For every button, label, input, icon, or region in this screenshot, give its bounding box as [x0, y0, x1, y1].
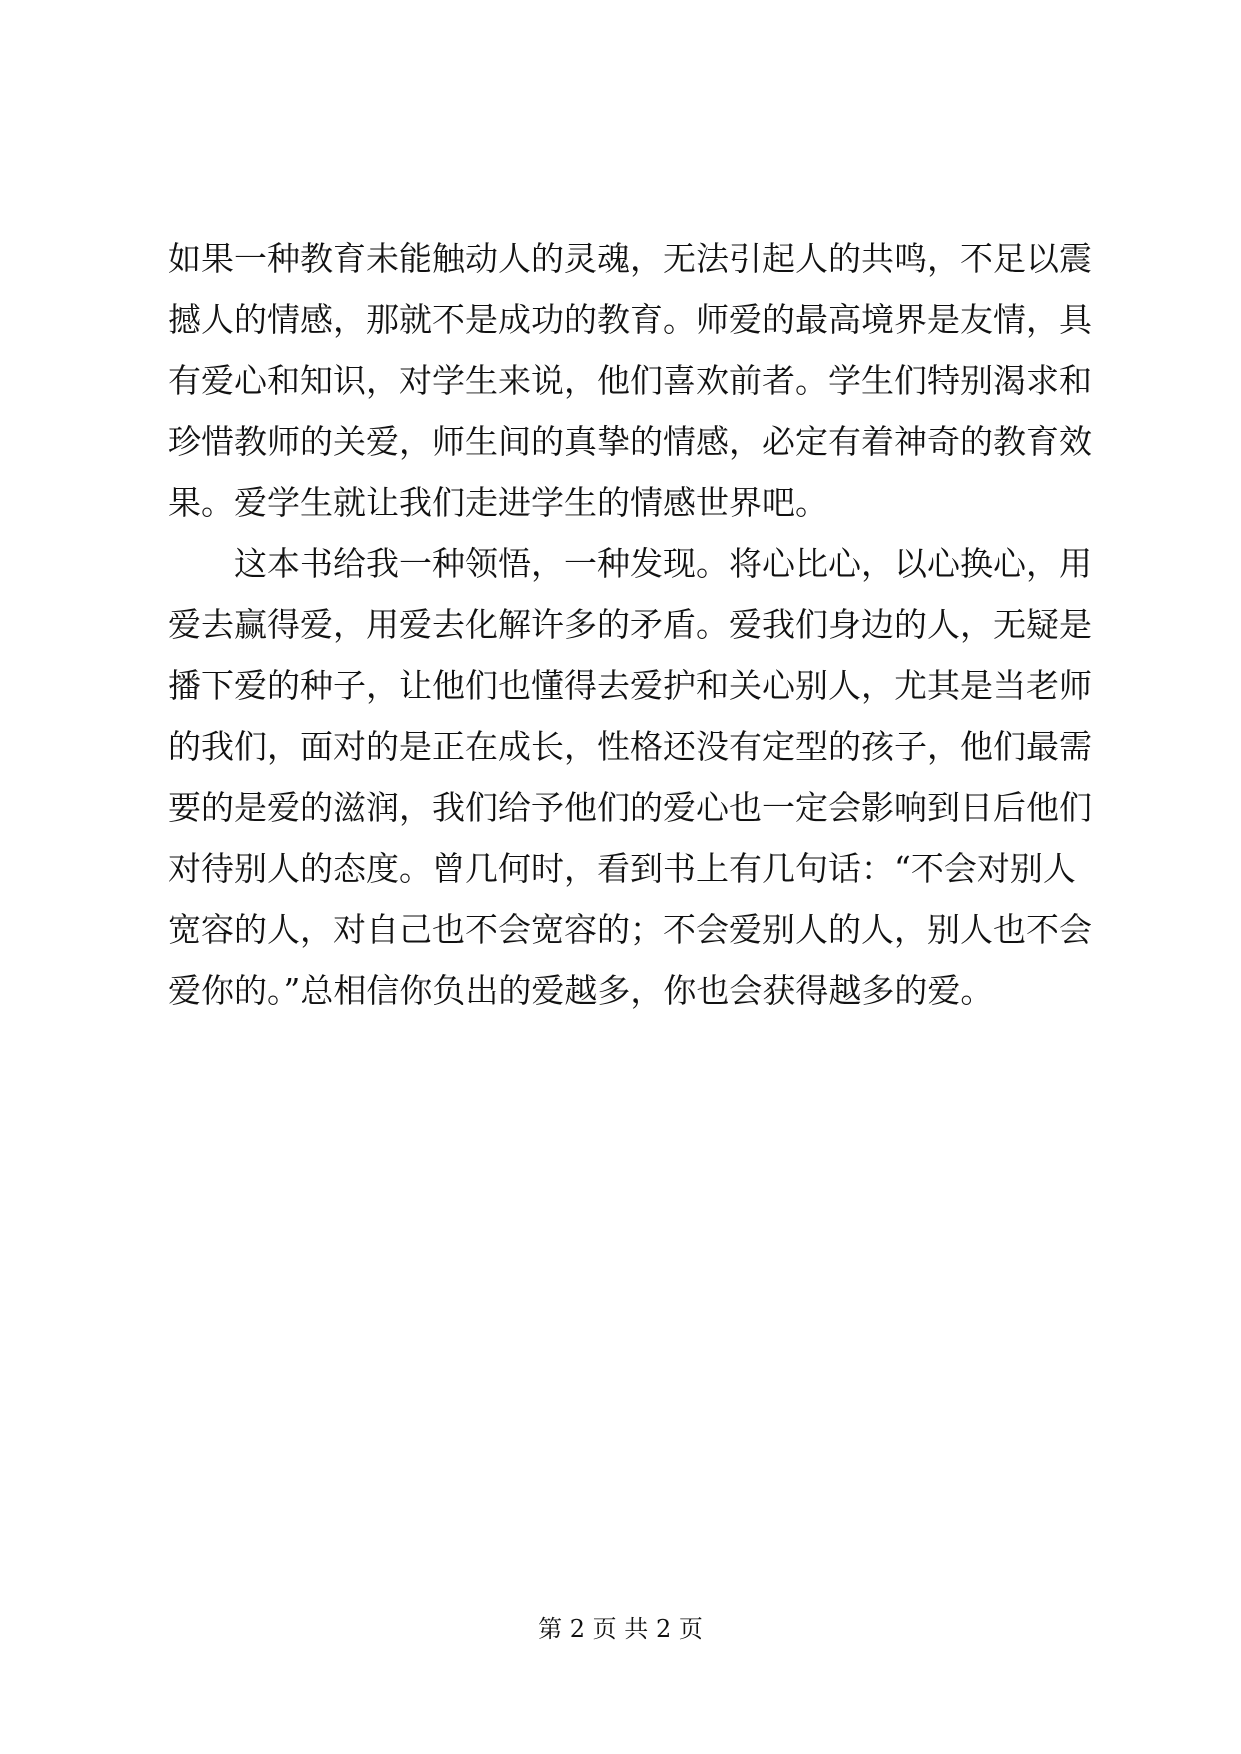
paragraph-1-line-4: 珍惜教师的关爱，师生间的真挚的情感，必定有着神奇的教育效: [168, 422, 1092, 461]
page-number-label: 第 2 页 共 2 页: [538, 1615, 703, 1643]
paragraph-2-line-6: 对待别人的态度。曾几何时，看到书上有几句话：“不会对别人: [168, 849, 1076, 888]
paragraph-1-line-2: 撼人的情感，那就不是成功的教育。师爱的最高境界是友情，具: [168, 300, 1092, 339]
paragraph-2-line-8: 爱你的。”总相信你负出的爱越多，你也会获得越多的爱。: [168, 971, 994, 1010]
paragraph-2-line-7: 宽容的人，对自己也不会宽容的；不会爱别人的人，别人也不会: [168, 910, 1092, 949]
paragraph-1-line-5: 果。爱学生就让我们走进学生的情感世界吧。: [168, 483, 828, 522]
document-body: [168, 228, 1092, 1021]
paragraph-1-line-3: 有爱心和知识，对学生来说，他们喜欢前者。学生们特别渴求和: [168, 361, 1092, 400]
paragraph-2-line-2: 爱去赢得爱，用爱去化解许多的矛盾。爱我们身边的人，无疑是: [168, 605, 1092, 644]
page-footer: [0, 1612, 1241, 1646]
paragraph-2-line-3: 播下爱的种子，让他们也懂得去爱护和关心别人，尤其是当老师: [168, 666, 1092, 705]
paragraph-1-line-1: 如果一种教育未能触动人的灵魂，无法引起人的共鸣，不足以震: [168, 239, 1092, 278]
paragraph-2-line-4: 的我们，面对的是正在成长，性格还没有定型的孩子，他们最需: [168, 727, 1092, 766]
paragraph-2-line-1: 这本书给我一种领悟，一种发现。将心比心，以心换心，用: [234, 544, 1092, 583]
paragraph-2-line-5: 要的是爱的滋润，我们给予他们的爱心也一定会影响到日后他们: [168, 788, 1092, 827]
